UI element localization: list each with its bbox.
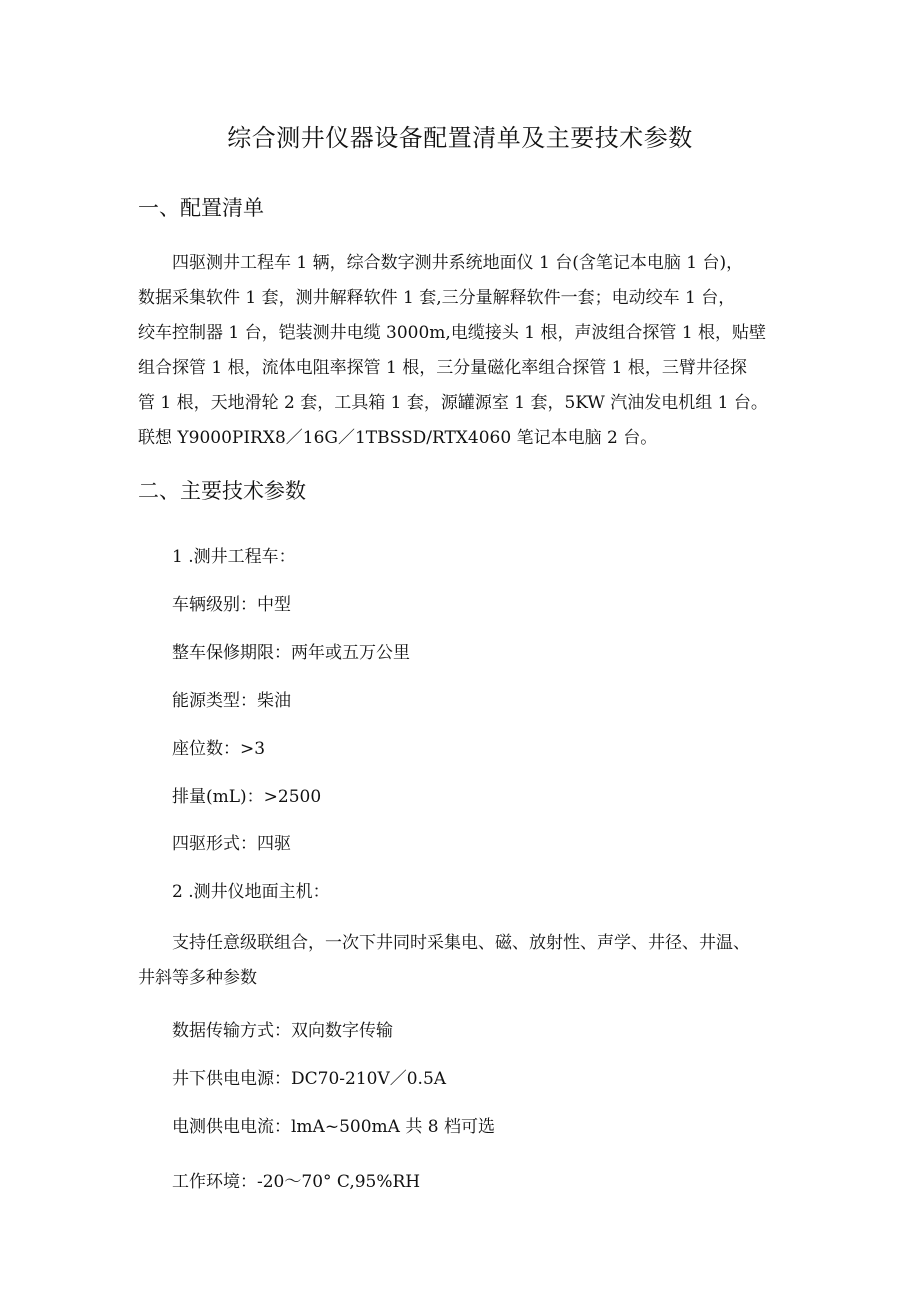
spec-item: 数据传输方式：双向数字传输 [172, 1021, 393, 1041]
spec-item: 电测供电电流：lmA~500mA 共 8 档可选 [172, 1117, 495, 1137]
spec-item: 座位数：>3 [172, 739, 266, 759]
document-title: 综合测井仪器设备配置清单及主要技术参数 [227, 124, 693, 152]
surface-unit-description-line: 支持任意级联组合，一次下井同时采集电、磁、放射性、声学、井径、井温、 [172, 933, 750, 953]
spec-item: 车辆级别：中型 [172, 595, 291, 615]
config-list-line: 管 1 根，天地滑轮 2 套，工具箱 1 套，源罐源室 1 套，5KW 汽油发电机组 1 台。 [138, 393, 768, 413]
subsection-heading-logging-truck: 1 .测井工程车： [172, 547, 296, 567]
spec-item: 井下供电电源：DC70-210V／0.5A [172, 1069, 447, 1089]
surface-unit-description [138, 926, 798, 996]
spec-item: 工作环境：-20～70° C,95%RH [172, 1172, 421, 1192]
surface-unit-description-line: 井斜等多种参数 [138, 968, 257, 988]
section-heading-config-list: 一、配置清单 [138, 196, 264, 220]
config-list-line: 四驱测井工程车 1 辆，综合数字测井系统地面仪 1 台(含笔记本电脑 1 台)， [172, 253, 744, 273]
config-list-line: 联想 Y9000PIRX8／16G／1TBSSD/RTX4060 笔记本电脑 2 台。 [138, 428, 658, 448]
config-list-line: 数据采集软件 1 套，测井解释软件 1 套,三分量解释软件一套；电动绞车 1 台， [138, 288, 736, 308]
spec-item: 四驱形式：四驱 [172, 834, 291, 854]
spec-item: 排量(mL)：>2500 [172, 787, 322, 807]
config-list-line: 组合探管 1 根，流体电阻率探管 1 根，三分量磁化率组合探管 1 根，三臂井径探 [138, 358, 747, 378]
spec-item: 整车保修期限：两年或五万公里 [172, 643, 410, 663]
subsection-heading-surface-unit: 2 .测井仪地面主机： [172, 882, 330, 902]
spec-item: 能源类型：柴油 [172, 691, 291, 711]
config-list-paragraph [138, 246, 798, 456]
section-heading-main-parameters: 二、主要技术参数 [138, 479, 306, 503]
config-list-line: 绞车控制器 1 台，铠装测井电缆 3000m,电缆接头 1 根，声波组合探管 1 根，贴壁 [138, 323, 767, 343]
